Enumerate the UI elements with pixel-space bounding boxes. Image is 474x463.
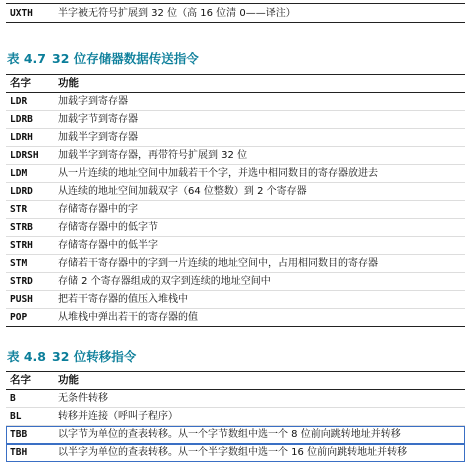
data-transfer-table xyxy=(6,74,465,327)
table-row xyxy=(6,111,465,129)
table-row xyxy=(6,165,465,183)
instruction-desc: 从连续的地址空间加载双字（64 位整数）到 2 个寄存器 xyxy=(54,183,465,201)
instruction-name: LDRSH xyxy=(6,147,54,165)
instruction-desc: 存储若干寄存器中的字到一片连续的地址空间中，占用相同数目的寄存器 xyxy=(54,255,465,273)
column-header-function: 功能 xyxy=(54,372,465,390)
table-row xyxy=(6,390,465,408)
instruction-desc: 加载半字到寄存器，再带符号扩展到 32 位 xyxy=(54,147,465,165)
table-row xyxy=(6,129,465,147)
instruction-name: B xyxy=(6,390,54,408)
instruction-name: POP xyxy=(6,309,54,327)
instruction-name: UXTH xyxy=(6,4,54,23)
instruction-name: LDRH xyxy=(6,129,54,147)
caption-title: 32 位存储器数据传送指令 xyxy=(52,51,199,66)
instruction-desc: 转移并连接（呼叫子程序） xyxy=(54,408,465,426)
instruction-name: PUSH xyxy=(6,291,54,309)
instruction-desc: 无条件转移 xyxy=(54,390,465,408)
table-row xyxy=(6,201,465,219)
table-row xyxy=(6,4,465,23)
instruction-name: LDRB xyxy=(6,111,54,129)
table-row xyxy=(6,255,465,273)
instruction-desc: 存储寄存器中的字 xyxy=(54,201,465,219)
column-header-function: 功能 xyxy=(54,75,465,93)
instruction-desc: 存储寄存器中的低字节 xyxy=(54,219,465,237)
instruction-name: STRH xyxy=(6,237,54,255)
table-row xyxy=(6,273,465,291)
caption-title: 32 位转移指令 xyxy=(52,349,137,364)
instruction-desc: 加载字到寄存器 xyxy=(54,93,465,111)
instruction-desc: 存储寄存器中的低半字 xyxy=(54,237,465,255)
instruction-desc: 从一片连续的地址空间中加载若干个字，并选中相同数目的寄存器放进去 xyxy=(54,165,465,183)
instruction-desc: 把若干寄存器的值压入堆栈中 xyxy=(54,291,465,309)
table-header xyxy=(6,372,465,390)
table-row xyxy=(6,237,465,255)
table-row xyxy=(6,309,465,327)
table-caption xyxy=(7,49,199,67)
table-row xyxy=(6,444,465,462)
table-row xyxy=(6,219,465,237)
instruction-desc: 半字被无符号扩展到 32 位（高 16 位清 0——译注） xyxy=(54,4,465,23)
instruction-name: STM xyxy=(6,255,54,273)
instruction-desc: 以字节为单位的查表转移。从一个字节数组中选一个 8 位前向跳转地址并转移 xyxy=(54,426,465,444)
table-caption xyxy=(7,347,136,365)
instruction-name: LDRD xyxy=(6,183,54,201)
instruction-desc: 从堆栈中弹出若干的寄存器的值 xyxy=(54,309,465,327)
table-row xyxy=(6,408,465,426)
instruction-desc: 加载半字到寄存器 xyxy=(54,129,465,147)
instruction-name: BL xyxy=(6,408,54,426)
column-header-name: 名字 xyxy=(6,372,54,390)
table-row xyxy=(6,183,465,201)
instruction-desc: 以半字为单位的查表转移。从一个半字数组中选一个 16 位前向跳转地址并转移 xyxy=(54,444,465,462)
instruction-name: STRB xyxy=(6,219,54,237)
table-row xyxy=(6,291,465,309)
instruction-name: TBH xyxy=(6,444,54,462)
branch-table xyxy=(6,371,465,462)
table-header xyxy=(6,75,465,93)
table-row xyxy=(6,426,465,444)
instruction-name: LDR xyxy=(6,93,54,111)
instruction-desc: 加载字节到寄存器 xyxy=(54,111,465,129)
table-row xyxy=(6,147,465,165)
instruction-name: TBB xyxy=(6,426,54,444)
caption-number: 表 4.7 xyxy=(7,51,46,66)
continued-table xyxy=(6,3,465,23)
caption-number: 表 4.8 xyxy=(7,349,46,364)
instruction-name: STRD xyxy=(6,273,54,291)
instruction-name: STR xyxy=(6,201,54,219)
column-header-name: 名字 xyxy=(6,75,54,93)
instruction-name: LDM xyxy=(6,165,54,183)
table-row xyxy=(6,93,465,111)
instruction-desc: 存储 2 个寄存器组成的双字到连续的地址空间中 xyxy=(54,273,465,291)
